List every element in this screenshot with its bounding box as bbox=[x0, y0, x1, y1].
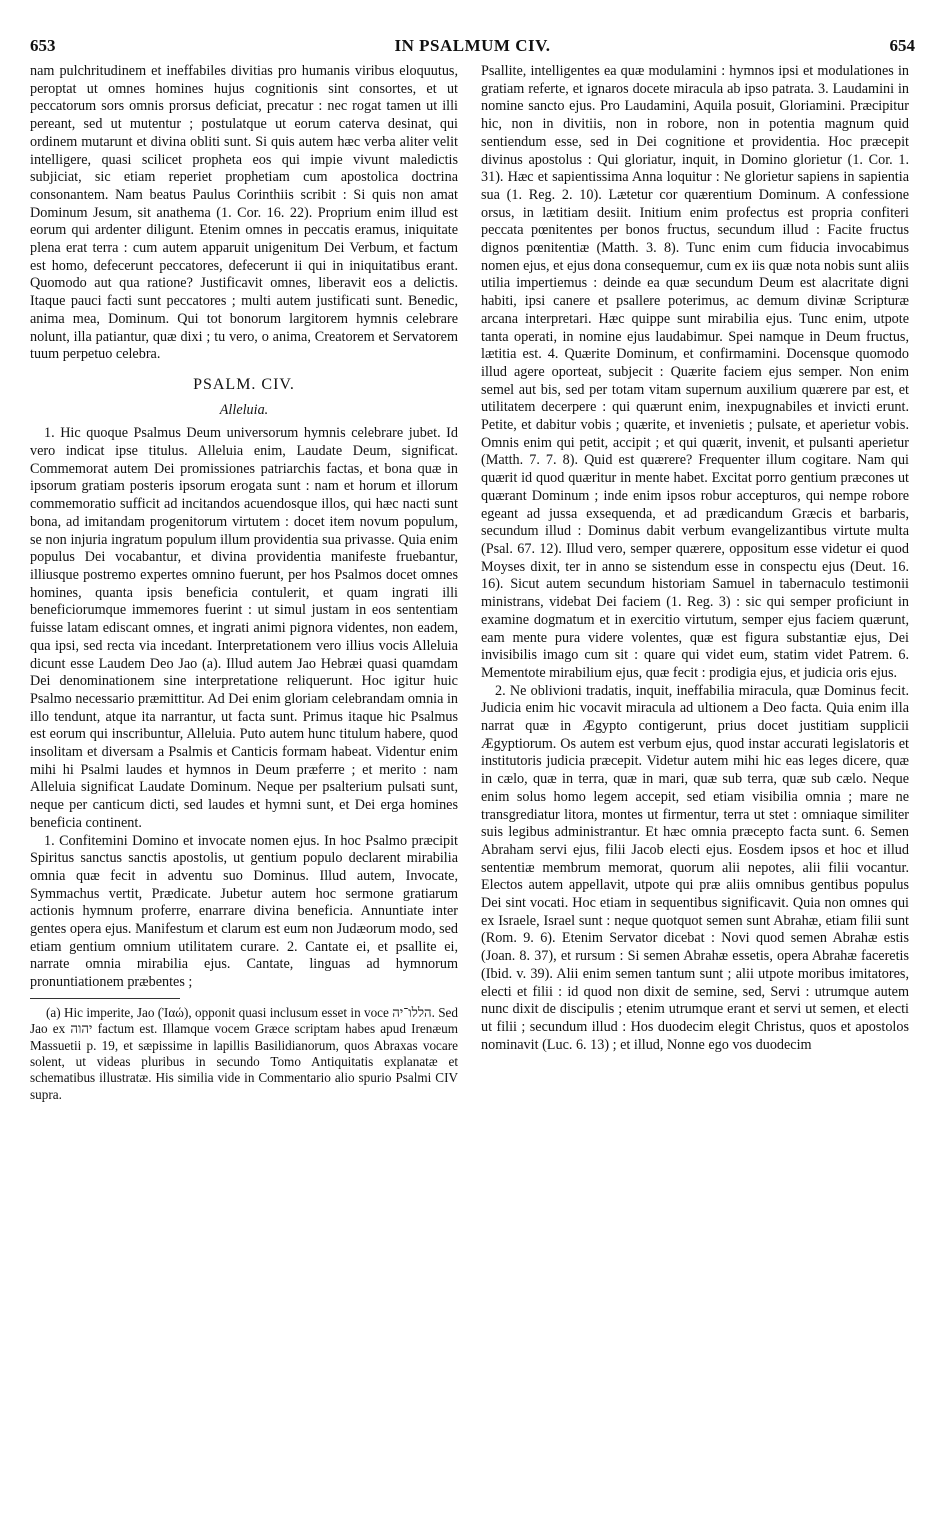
footnote bbox=[30, 1005, 458, 1103]
psalm-heading: PSALM. CIV. bbox=[193, 375, 295, 393]
left-intro-paragraph: nam pulchritudinem et ineffabiles divitias pro humanis viribus eloquutus, peroptat ut omnes homines hujus cognitionis sint consortes, et ut peccatorum sors omnis prorsus deficiat, precatur : nec rogat tamen ut illi pereant, sed ut mutentur ; postulatque ut eorum caterva desinat, qui ordinem mutarunt et divina obliti sunt. Si quis autem hæc verba aliter velit intelligere, quasi scilicet propheta eos qui impie vivunt maledictis subjiciat, sic etiam reperiet prophetiam cum apostolica doctrina consonantem. Nam beatus Paulus Corinthiis scribit : Si quis non amat Dominum Jesum, sit anathema (1. Cor. 16. 22). Proprium enim illud est eorum qui ardenter diligunt. Etenim omnes in peccatis eramus, iniquitate plena erat terra : cum autem apparuit unigenitum Dei Verbum, et factum est homo, defecerunt peccatores, defecerunt ii qui in iniquitatibus erant. Quomodo aut qua ratione? Justificavit omnes, liberavit eos a delictis. Itaque pauci facti sunt peccatores ; multi autem justificati sunt. Benedic, anima mea, Dominum. Qui tot bonorum largitorem hymnis celebrare nolunt, illa patiantur, quæ dixi ; tu vero, o anima, Creatorem et Servatorem tuum perpetuo celebra. bbox=[30, 63, 458, 363]
right-page-number: 654 bbox=[889, 36, 915, 55]
right-paragraph-1: Psallite, intelligentes ea quæ modulamini : hymnos ipsi et modulationes in gratiam referte, et ignaros docete miracula ab ipso patrata. 3. Laudamini in nomine sancto ejus. Pro Laudamini, Aquila posuit, Gloriamini. Præcipitur hic, non in divitiis, non in robore, non in potentia magnum quid sentiendum esse, sed in Dei cognitione et providentia. Hoc præcepit divinus apostolus : Qui gloriatur, inquit, in Domino glorietur (1. Cor. 1. 31). Hæc et sapientissima Anna loquitur : Ne glorietur sapiens in sapientia sua (1. Reg. 2. 10). Lætetur cor quærentium Dominum. A confessione orsus, in lætitiam desiit. Initium enim profectus est propria confiteri peccata pœnitentes per bonos fructus, secundum illud : Facite fructus dignos pœnitentiæ (Matth. 3. 8). Tunc enim cum fiducia invocabimus nomen ejus, et ejus dona consequemur, cum ex iis quæ nota nobis sunt aliis utilia impertiemus : deinde ea quæ secundum Deum est alacritate digni habiti, ipsi canere et psallere poterimus, ac demum divinæ Scripturæ arcana interpretari. Hæc quippe sunt mirabilia ejus. Tunc enim, utpote tanta operati, in nomine ejus laudabimur. Spei namque in Deum fructus, lætitia est. 4. Quærite Dominum, et confirmamini. Docensque quomodo illud agere oporteat, subjecit : Quærite faciem ejus semper. Non enim semel aut bis, sed per totam vitam supernum auxilium quærere par est, et utilitatem decerpere : qui quærunt enim, inexpugnabiles et invicti erunt. Petite, et dabitur vobis ; quærite, et invenietis ; pulsate, et aperietur vobis. Omnis enim qui petit, accipit ; et qui quærit, invenit, et pulsanti aperietur (Matth. 7. 7. 8). Quid est quærere? Frequenter illum cogitare. Nam qui quærit id quod quæritur in mente habet. Excitat porro gentium præcones ut quærant Dominum ; inde enim ipsos robur accepturos, qui nempe robore egeant ad jussa exsequenda, et ad prædicandum Græcis et barbaris, secundum illud : Dominus dabit verbum evangelizantibus virtute multa (Psal. 67. 12). Illud vero, semper quærere, oppositum esse videtur ei quod Moyses dixit, ter in anno se sistendum esse in conspectu ejus (Deut. 16. 16). Sicut autem secundum historiam Samuel in tabernaculo testimonii ministrans, videbat Dei faciem (1. Reg. 3) : sic qui semper proficiunt in examine dogmatum et in exercitio virtutum, semper ejus faciem quærunt, eam mente pura videre volentes, quæ est figura substantiæ ejus, Dei invisibilis imago cum sit : quare qui videt eum, statim videt Patrem. 6. Mementote mirabilium ejus, quæ fecit : prodigia ejus, et judicia oris ejus. bbox=[481, 63, 909, 681]
alleluia-subheading: Alleluia. bbox=[219, 401, 269, 418]
left-paragraph-1: 1. Hic quoque Psalmus Deum universorum hymnis celebrare jubet. Id vero indicat ipse titulus. Alleluia enim, Laudate Deum, significat. Commemorat autem Dei promissiones patriarchis factas, et bona quæ in ipsorum gratiam posteris ipsorum erogata sunt : nam et horum et illorum commemoratio sufficit ad incitandos acuendosque illos, qui hæc nacti sunt bona, ad imitandam progenitorum virtutem : docet item novum populum, se non injuria ingratum populum illum providentia sua privasse. Quia enim populus Dei vocabantur, et divina providentia manifeste fruebantur, illiusque postremo expertes omnino fuerunt, per hos Psalmos docet omnes homines, quanta ipsis beneficia contulerit, et quam ingrati illi beneficiorumque immemores fuerint : ut simul justam in eos sententiam fuisse latam ediscant omnes, et ingrati animi pignora videntes, non eadem, qua ipsi, sed recta via incedant. Interpretationem vero illius vocis Alleluia dicunt esse Laudem Deo Jao (a). Illud autem Jao Hebræi quasi quamdam Dei denominationem sine interpretatione reliquerunt. Hoc igitur huic Psalmo necessario præmittitur. Ad Dei enim gloriam celebrandam omnia in illo tendunt, atque ita narrantur, ut facta sunt. Primus itaque hic Psalmus est eorum qui inscribuntur, Alleluia. Puto autem hunc titulum habere, quod insolitam et diversam a Psalmis et Canticis formam habeat. Videntur enim mihi hi Psalmi laudes et hymnos in Deum præferre ; et merito : nam Alleluia significat Laudate Dominum. Neque per psalterium pulsati sunt, neque per canticum dicti, sed laudes et hymni sunt, et Dei erga homines beneficia continent. bbox=[30, 425, 458, 831]
left-page-number: 653 bbox=[30, 36, 56, 55]
left-paragraph-2: 1. Confitemini Domino et invocate nomen ejus. In hoc Psalmo præcipit Spiritus sanctus sanctis apostolis, ut gentium populo declarent mirabilia omnia quæ fecit in adventu suo Dominus. Illud autem, Invocate, Symmachus vertit, Prædicate. Jubetur autem hoc sermone gratiarum actionis hymnum proferre, enarrare divina beneficia. Annuntiate inter gentes opera ejus. Manifestum et clarum est eum non Judæorum modo, sed etiam gentium omnium utilitatem curare. 2. Cantate ei, et psallite ei, narrate omnia mirabilia ejus. Cantate, linguas ad hymnorum pronuntiationem præbentes ; bbox=[30, 832, 458, 991]
left-column bbox=[30, 63, 458, 1103]
right-paragraph-2: 2. Ne oblivioni tradatis, inquit, ineffabilia miracula, quæ Dominus fecit. Judicia enim hic vocavit miracula ad ultionem a Deo facta. Quia enim illa narrat quæ in Ægypto contigerunt, prius docet justitiam supplicii Ægyptiorum. Os autem est verbum ejus, quod instar accurati legislatoris et institutoris judicia præcepit. Videtur autem mihi hic eas leges dicere, quæ in cælo, quæ in terra, quæ in mari, quæ sub terra, quæ sub cælo. Neque enim solus homo legem accepit, sed etiam visibilia omnia ; mare ne transgrediatur litora, montes ut firmentur, terra ut stet : omniaque similiter suis legibus administrantur. Et hæc omnia præcepto facta sunt. 6. Semen Abraham servi ejus, filii Jacob electi ejus. Eosdem ipsos et hoc et illud sententiæ membrum memorat, quorum alii nepotes, alii filii vocantur. Electos autem appellavit, utpote qui præ aliis omnibus gentibus populus Dei sint vocati. Hoc etiam in sequentibus significavit. Quia non omnes qui ex Israele, Israel sunt : neque quotquot semen sunt Abrahæ, etiam filii sunt (Rom. 9. 6). Etenim Servator dicebat : Novi quod semen Abrahæ estis (Joan. 8. 37), et rursum : Si semen Abrahæ essetis, opera Abrahæ faceretis (Ibid. v. 39). Alii enim semen tantum sunt ; alii utpote moribus imitatores, electi et filii : id quod non dixit de semine, sed, Servi : utrumque autem nunc dixit de discipulis ; etenim utrumque erant et servi ut semen, et electi ut filii ; secundum illud : Hos duodecim elegit Christus, quos et apostolos nominavit (Luc. 6. 13) ; et illud, Nonne ego vos duodecim bbox=[481, 682, 909, 1053]
footnote-rule bbox=[30, 998, 180, 999]
right-column bbox=[481, 63, 909, 1054]
footnote-text: (a) Hic imperite, Jao (Ἰαώ), opponit quasi inclusum esset in voce הללו־יה. Sed Jao ex יהוה factum est. Illamque vocem Græce scriptam habes apud Irenæum Massuetii p. 19, et sæpissime in lapillis Basilidianorum, quos Abraxas vocare solent, ut videas pluribus in secundo Tomo Antiquitatis explanatæ et schematibus illustratæ. His similia vide in Commentario alio spurio Psalmi CIV supra. bbox=[30, 1004, 458, 1102]
running-header bbox=[30, 36, 915, 62]
running-title: IN PSALMUM CIV. bbox=[394, 36, 551, 55]
